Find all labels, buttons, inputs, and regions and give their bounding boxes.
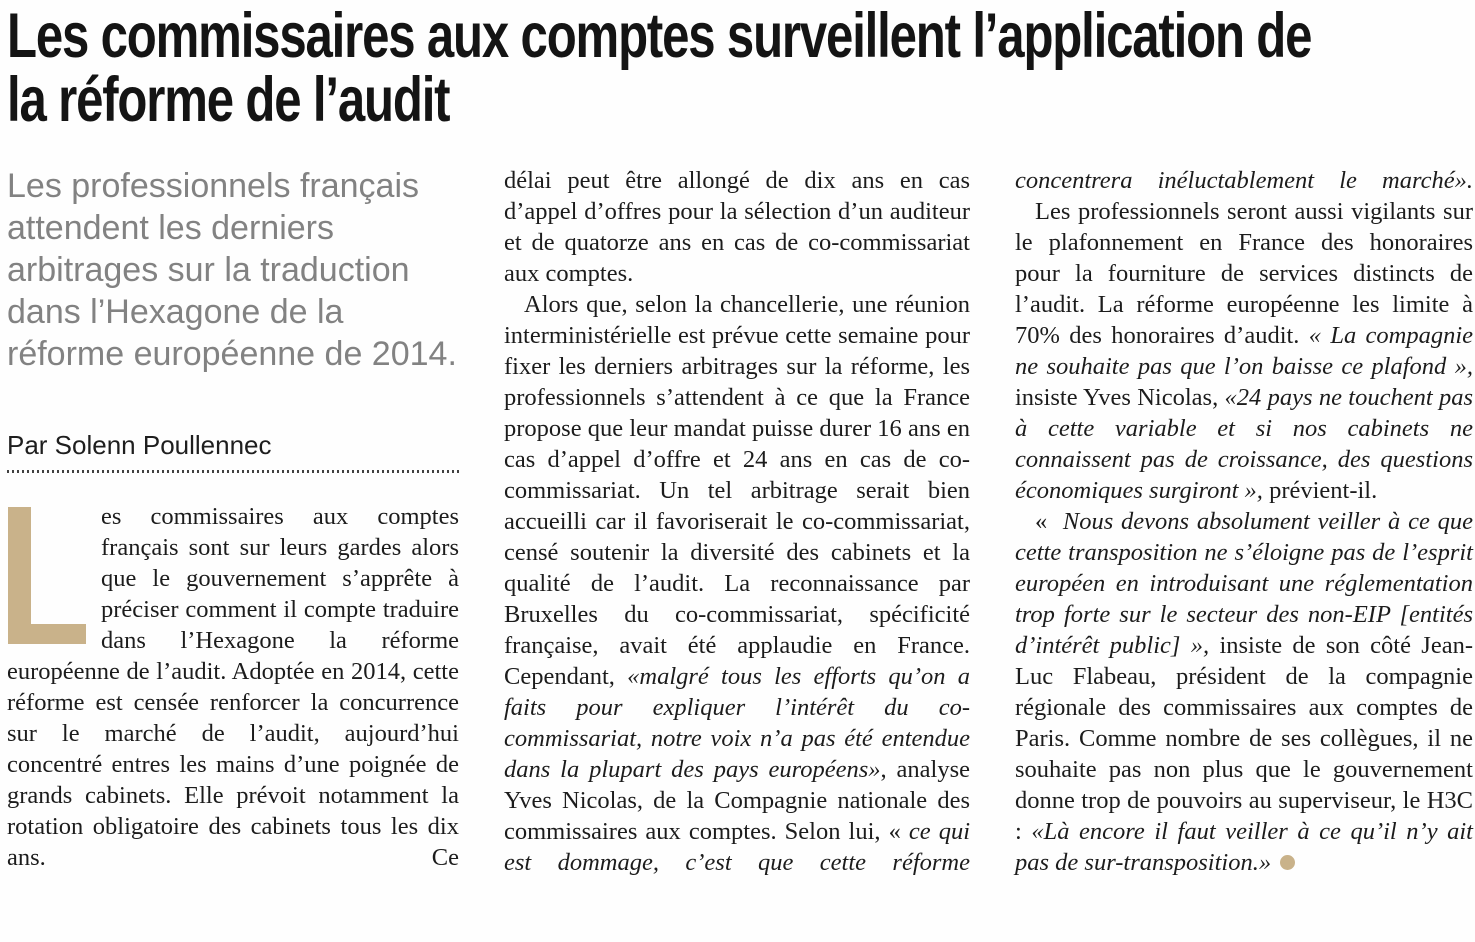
column-left xyxy=(7,165,459,878)
column-right xyxy=(1015,165,1473,878)
quote-segment: «Là encore il faut veiller à ce qu’il n’y ait pas de sur-transposition.» xyxy=(1015,818,1473,876)
text-segment: es commissaires aux comptes français sont sur leurs gardes alors que le gouvernement s’apprête à préciser comment il compte traduire dans l’Hexagone la réforme européenne de l’audit. Adoptée en 2014, cette réforme est censée renforcer la concurrence sur le marché de l’audit, aujourd’hui concentré entres les mains d’une poignée de grands cabinets. Elle prévoit notamment la rotation obligatoire des cabinets tous les dix ans. Ce xyxy=(7,503,459,871)
text-segment: « xyxy=(1035,508,1063,535)
headline-line-1: Les commissaires aux comptes surveillent l’application de xyxy=(7,1,1312,71)
paragraph xyxy=(504,289,970,878)
text-segment: insiste de son côté Jean-Luc Flabeau, président de la compagnie régionale des commissaires aux comptes de Paris. Comme nombre de ses collègues, il ne souhaite pas non plus que le gouvernement donne trop de pouvoirs au superviseur, le H3C : xyxy=(1015,632,1473,845)
text-segment: Les professionnels seront aussi vigilants sur le plafonnement en France des honoraires pour la fourniture de services distincts de l’audit. La réforme européenne les limite à 70% des honoraires d’audit. xyxy=(1015,198,1473,349)
dropcap-letter xyxy=(8,507,86,644)
text-segment: Alors que, selon la chancellerie, une réunion interministérielle est prévue cette semaine pour fixer les derniers arbitrages sur la réforme, les professionnels s’attendent à ce que la France propose que leur mandat puisse durer 16 ans en cas d’appel d’offre et 24 ans en cas de co-commissariat. Un tel arbitrage serait bien accueilli car il favoriserait le co-commissariat, censé soutenir la diversité des cabinets et la qualité de l’audit. La reconnaissance par Bruxelles du co-commissariat, spécificité française, avait été applaudie en France. Cependant, xyxy=(504,291,970,690)
paragraph-lead xyxy=(7,501,459,873)
article-end-bullet-icon xyxy=(1280,855,1295,870)
dropcap-text xyxy=(31,507,32,508)
quote-segment: Nous devons absolument veiller à ce que cette transposition ne s’éloigne pas de l’esprit européen en introduisant une réglementation trop forte sur le secteur des non-EIP [entités d’intérêt public] », xyxy=(1015,508,1474,659)
text-segment: , analyse Yves Nicolas, de la Compagnie nationale des commissaires aux comptes. Selon lui, « xyxy=(504,756,971,845)
quote-segment: ce qui est dommage, c’est que cette réforme xyxy=(504,818,970,876)
quote-segment: «24 pays ne touchent pas à cette variable et si nos cabinets ne connaissent pas de croissance, des questions économiques surgiront », xyxy=(1015,384,1473,504)
headline xyxy=(7,1,1473,135)
standfirst: Les professionnels français attendent les derniers arbitrages sur la traduction dans l’Hexagone de la réforme européenne de 2014. xyxy=(7,167,457,373)
headline-line-2: la réforme de l’audit xyxy=(7,65,450,135)
byline-divider xyxy=(7,470,459,473)
text-segment: prévient-il. xyxy=(1262,477,1378,504)
column-middle xyxy=(504,165,970,878)
quote-segment: « La compagnie ne souhaite pas que l’on baisse ce plafond », xyxy=(1015,322,1473,380)
quote-segment: «malgré tous les efforts qu’on a faits pour expliquer l’intérêt du co-commissariat, notre voix n’a pas été entendue dans la plupart des pays européens» xyxy=(504,663,970,783)
article-columns xyxy=(7,165,1475,878)
paragraph: délai peut être allongé de dix ans en cas d’appel d’offres pour la sélection d’un auditeur et de quatorze ans en cas de co-commissariat aux comptes. xyxy=(504,167,970,287)
paragraph-continuation: concentrera inéluctablement le marché». xyxy=(1015,167,1473,194)
text-segment: insiste Yves Nicolas, xyxy=(1015,384,1225,411)
paragraph xyxy=(1015,196,1473,506)
byline: Par Solenn Poullennec xyxy=(7,430,272,460)
paragraph xyxy=(1015,506,1473,878)
